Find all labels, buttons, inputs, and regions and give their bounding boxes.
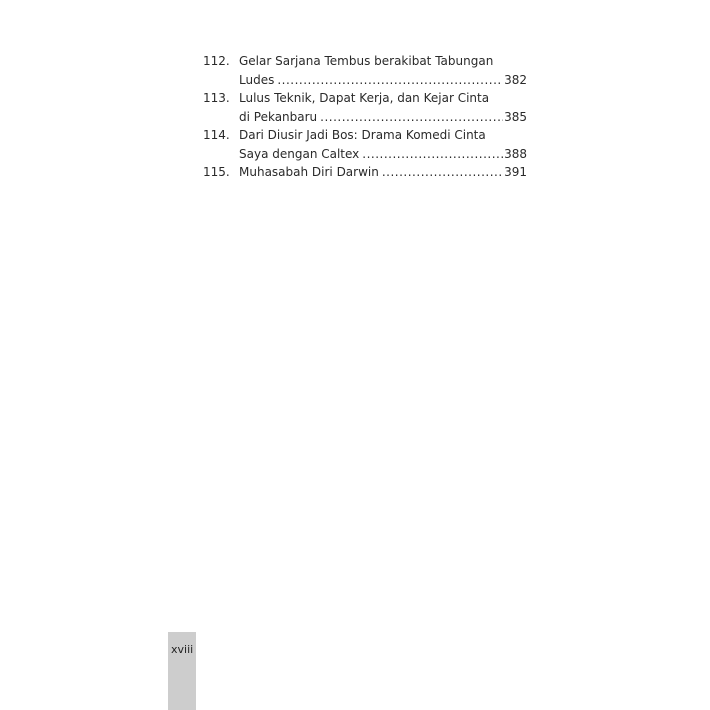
dot-leader (320, 108, 503, 127)
dot-leader (362, 145, 503, 164)
entry-page-number: 391 (504, 165, 527, 179)
toc-entry-115 (203, 163, 527, 182)
entry-title-line: Dari Diusir Jadi Bos: Drama Komedi Cinta (239, 128, 486, 142)
entry-title-line: Muhasabah Diri Darwin (239, 165, 379, 179)
entry-title-line: Saya dengan Caltex (239, 146, 360, 161)
entry-number: 115. (203, 165, 230, 179)
entry-title-line: Ludes (239, 72, 275, 87)
entry-page-number: 388 (504, 146, 527, 161)
toc-entry-112 (203, 52, 527, 89)
entry-number: 113. (203, 91, 230, 105)
entry-number: 112. (203, 54, 230, 68)
entry-title-line: Lulus Teknik, Dapat Kerja, dan Kejar Cinta (239, 91, 490, 105)
dot-leader (277, 71, 503, 90)
entry-title-line: Gelar Sarjana Tembus berakibat Tabungan (239, 54, 494, 68)
table-of-contents (203, 52, 527, 182)
toc-entry-113 (203, 89, 527, 126)
entry-number: 114. (203, 128, 230, 142)
entry-page-number: 385 (504, 109, 527, 124)
entry-page-number: 382 (504, 72, 527, 87)
entry-title-line: di Pekanbaru (239, 109, 318, 124)
toc-entry-114 (203, 126, 527, 163)
page-folio: xviii (171, 643, 194, 656)
dot-leader (382, 163, 503, 182)
